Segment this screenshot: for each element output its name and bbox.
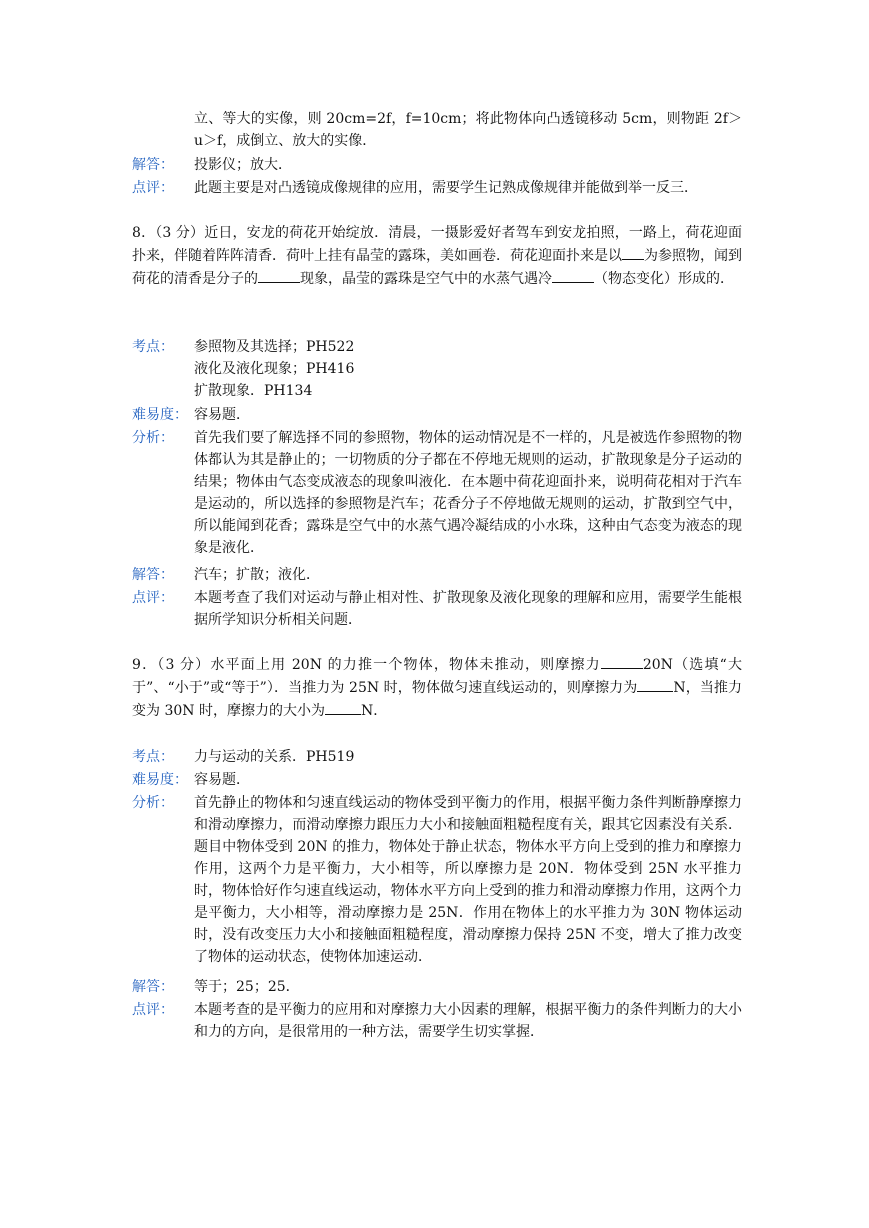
prev-analysis-text: 立、等大的实像，则 20cm=2f，f=10cm；将此物体向凸透镜移动 5cm，则物距 2f＞u＞f，成倒立、放大的实像． [194,111,742,149]
question-8-text-d: （物态变化）形成的． [594,271,734,287]
question-8 [132,222,742,291]
question-8-text-c: 现象，晶莹的露珠是空气中的水蒸气遇冷 [300,271,552,287]
q8-points [194,336,742,402]
question-9-text-a: 9．（3 分）水平面上用 20N 的力推一个物体，物体未推动，则摩擦力 [132,657,601,673]
analysis-label: 分析： [132,795,174,811]
question-8-blank-3 [552,268,594,283]
q9-comment: 本题考查的是平衡力的应用和对摩擦力大小因素的理解，根据平衡力的条件判断力的大小和力的方向，是很常用的一种方法，需要学生切实掌握． [194,1002,742,1040]
q8-analysis: 首先我们要了解选择不同的参照物，物体的运动情况是不一样的，凡是被选作参照物的物体都认为其是静止的；一切物质的分子都在不停地无规则的运动，扩散现象是分子运动的结果；物体由气态变成液态的现象叫液化．在本题中荷花迎面扑来，说明荷花相对于汽车是运动的，所以选择的参照物是汽车；花香分子不停地做无规则的运动，扩散到空气中，所以能闻到花香；露珠是空气中的水蒸气遇冷凝结成的小水珠，这种由气态变为液态的现象是液化． [194,430,742,556]
q9-answer: 等于；25；25． [194,979,300,995]
question-9-text-c: N，当推力变为 30N 时，摩擦力的大小为 [132,680,743,719]
q8-analysis-row [132,427,742,559]
q9-difficulty-row [132,769,742,791]
q8-difficulty: 容易题． [194,407,250,423]
question-9-text-d: N． [360,703,388,719]
prev-comment-row [132,177,742,199]
comment-label: 点评： [132,180,174,196]
prev-comment-text: 此题主要是对凸透镜成像规律的应用，需要学生记熟成像规律并能做到举一反三． [194,180,698,196]
difficulty-label: 难易度： [132,772,188,788]
q8-comment: 本题考查了我们对运动与静止相对性、扩散现象及液化现象的理解和应用，需要学生能根据所学知识分析相关问题． [194,590,742,628]
point-label: 考点： [132,339,174,355]
prev-answer-row [132,154,742,176]
question-9-blank-3 [325,700,361,715]
difficulty-label: 难易度： [132,407,188,423]
answer-label: 解答： [132,157,174,173]
q9-answer-row [132,976,742,998]
q8-comment-row [132,587,742,631]
q8-point-3: 扩散现象．PH134 [194,383,313,399]
point-label: 考点： [132,749,174,765]
q9-analysis-row [132,792,742,968]
question-8-text-b: 为参照物，闻到荷花的清香是分子的 [132,248,742,287]
q9-analysis: 首先静止的物体和匀速直线运动的物体受到平衡力的作用，根据平衡力条件判断静摩擦力和滑动摩擦力，而滑动摩擦力跟压力大小和接触面粗糙程度有关，跟其它因素没有关系．题目中物体受到 20N 的推力，物体处于静止状态，物体水平方向上受到的推力和摩擦力作用，这两个力是平衡力，大小相等，所以摩擦力是 20N．物体受到 25N 水平推力时，物体恰好作匀速直线运动，物体水平方向上受到的推力和滑动摩擦力作用，这两个力是平衡力，大小相等，滑动摩擦力是 25N．作用在物体上的水平推力为 30N 物体运动时，没有改变压力大小和接触面粗糙程度，滑动摩擦力保持 25N 不变，增大了推力改变了物体的运动状态，使物体加速运动． [194,795,742,965]
question-9 [132,654,742,723]
q8-point-1: 参照物及其选择；PH522 [194,339,355,355]
question-9-text-b: 20N（选填“大于”、“小于”或“等于”）．当推力为 25N 时，物体做匀速直线运动的，则摩擦力为 [132,657,742,696]
q8-point-2: 液化及液化现象；PH416 [194,361,355,377]
question-8-blank-2 [258,268,300,283]
question-8-text-a: 8．（3 分）近日，安龙的荷花开始绽放．清晨，一摄影爱好者驾车到安龙拍照，一路上，荷花迎面扑来，伴随着阵阵清香．荷叶上挂有晶莹的露珠，美如画卷．荷花迎面扑来是以 [132,225,742,264]
question-9-blank-2 [637,677,673,692]
comment-label: 点评： [132,1002,174,1018]
q8-answer-row [132,564,742,586]
question-8-blank-1 [622,245,644,260]
q9-difficulty: 容易题． [194,772,250,788]
analysis-label: 分析： [132,430,174,446]
q8-points-row [132,336,742,402]
q9-point: 力与运动的关系．PH519 [194,749,355,765]
comment-label: 点评： [132,590,174,606]
q9-point-row [132,746,742,768]
q8-difficulty-row [132,404,742,426]
answer-label: 解答： [132,979,174,995]
question-9-blank-1 [601,654,643,669]
answer-label: 解答： [132,567,174,583]
prev-analysis-continuation [132,108,742,152]
prev-answer-text: 投影仪；放大． [194,157,292,173]
q8-answer: 汽车；扩散；液化． [194,567,320,583]
q9-comment-row [132,999,742,1043]
